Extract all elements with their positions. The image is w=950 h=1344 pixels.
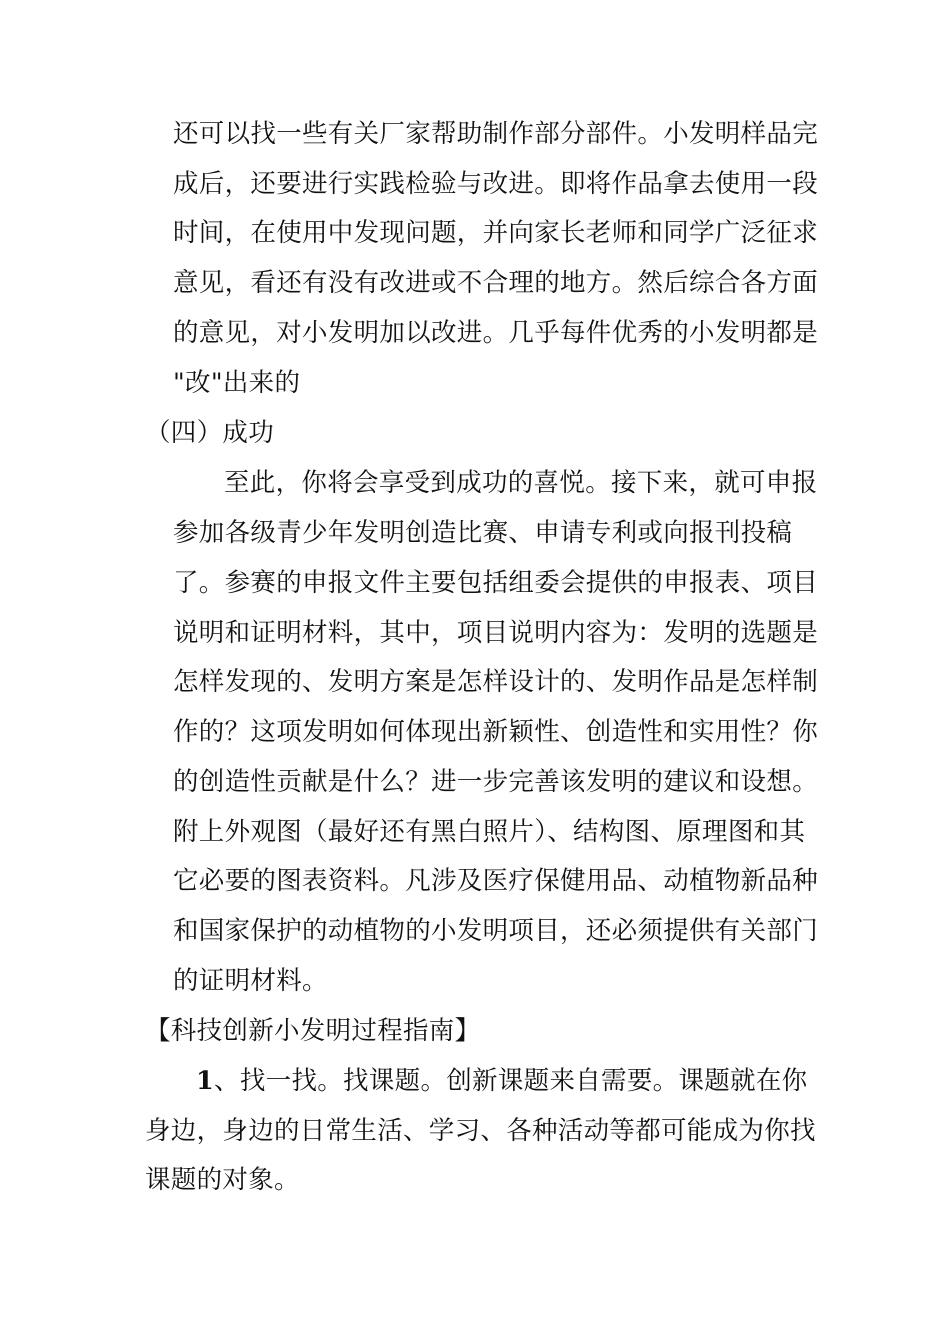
paragraph-line: "改"出来的 (173, 368, 301, 398)
section-heading: （四）成功 (145, 418, 275, 448)
paragraph-line: 成后，还要进行实践检验与改进。即将作品拿去使用一段 (173, 169, 819, 199)
step-line: 课题的对象。 (145, 1165, 300, 1195)
paragraph-line: 的创造性贡献是什么？进一步完善该发明的建议和设想。 (173, 767, 819, 797)
paragraph-line: 参加各级青少年发明创造比赛、申请专利或向报刊投稿 (173, 518, 793, 548)
paragraph-line: 和国家保护的动植物的小发明项目，还必须提供有关部门 (173, 916, 819, 946)
paragraph-line: 附上外观图（最好还有黑白照片）、结构图、原理图和其 (173, 817, 806, 847)
step-number: 1 (196, 1066, 215, 1096)
paragraph-line: 的证明材料。 (173, 966, 328, 996)
paragraph-line: 了。参赛的申报文件主要包括组委会提供的申报表、项目 (173, 568, 819, 598)
paragraph-line: 它必要的图表资料。凡涉及医疗保健用品、动植物新品种 (173, 866, 819, 896)
paragraph-line: 说明和证明材料，其中，项目说明内容为：发明的选题是 (173, 618, 819, 648)
paragraph-line: 意见，看还有没有改进或不合理的地方。然后综合各方面 (173, 268, 819, 298)
step-first-line (196, 1064, 807, 1098)
paragraph-line: 至此，你将会享受到成功的喜悦。接下来，就可申报 (224, 468, 818, 498)
paragraph-line: 的意见，对小发明加以改进。几乎每件优秀的小发明都是 (173, 318, 819, 348)
paragraph-line: 怎样发现的、发明方案是怎样设计的、发明作品是怎样制 (173, 667, 819, 697)
paragraph-line: 作的？这项发明如何体现出新颖性、创造性和实用性？你 (173, 717, 819, 747)
paragraph-line: 还可以找一些有关厂家帮助制作部分部件。小发明样品完 (173, 119, 819, 149)
paragraph-line: 时间，在使用中发现问题，并向家长老师和同学广泛征求 (173, 218, 819, 248)
step-text: 、找一找。找课题。创新课题来自需要。课题就在你 (214, 1066, 808, 1096)
guide-title: 【科技创新小发明过程指南】 (145, 1016, 481, 1046)
step-line: 身边，身边的日常生活、学习、各种活动等都可能成为你找 (145, 1116, 816, 1146)
